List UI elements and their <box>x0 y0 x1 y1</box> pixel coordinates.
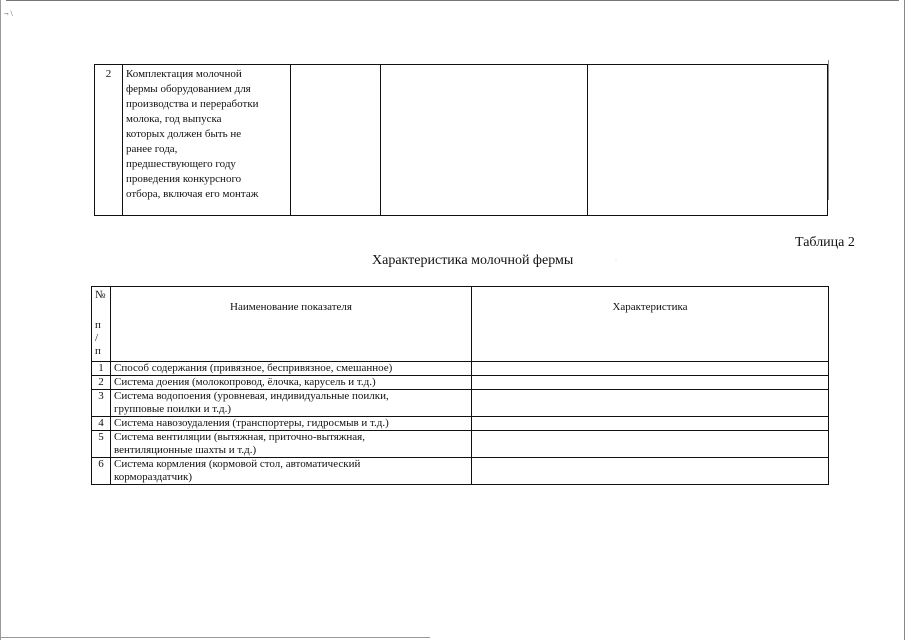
equipment-table-fragment <box>94 64 828 216</box>
empty-cell <box>588 65 828 216</box>
row-name-line: Система навозоудаления (транспортеры, гидросмыв и т.д.) <box>114 417 389 429</box>
table-header-row <box>92 287 829 362</box>
row-name-line: проведения конкурсного <box>126 173 242 185</box>
row-value <box>472 458 829 485</box>
row-name-line: отбора, включая его монтаж <box>126 188 259 200</box>
row-number: 5 <box>92 431 111 458</box>
row-name-line: Система вентиляции (вытяжная, приточно-вытяжная, <box>114 431 365 443</box>
table-row <box>92 362 829 376</box>
row-value <box>472 431 829 458</box>
row-name <box>111 458 472 485</box>
empty-cell <box>291 65 381 216</box>
page-edge-left <box>0 0 1 640</box>
row-number: 2 <box>95 65 123 216</box>
row-name-line: молока, год выпуска <box>126 113 222 125</box>
row-name-line: Система кормления (кормовой стол, автоматический <box>114 458 361 470</box>
row-number: 4 <box>92 417 111 431</box>
header-characteristic: Характеристика <box>472 287 829 362</box>
row-name-line: кормораздатчик) <box>114 471 193 483</box>
header-number <box>92 287 111 362</box>
row-value <box>472 390 829 417</box>
row-name-cell <box>123 65 291 216</box>
row-name-line: Способ содержания (привязное, беспривязное, смешанное) <box>114 362 393 374</box>
row-name-line: которых должен быть не <box>126 128 242 140</box>
table-row <box>92 431 829 458</box>
page-edge-top <box>6 0 899 1</box>
row-number: 3 <box>92 390 111 417</box>
scan-artifact-line <box>828 60 829 200</box>
table-title: Характеристика молочной фермы <box>372 253 574 268</box>
table-row <box>92 390 829 417</box>
row-name <box>111 362 472 376</box>
table-row <box>95 65 828 216</box>
row-name-line: вентиляционные шахты и т.д.) <box>114 444 257 456</box>
header-number-sub: п <box>95 345 101 357</box>
row-name-line: фермы оборудованием для <box>126 83 251 95</box>
row-number: 6 <box>92 458 111 485</box>
empty-cell <box>381 65 588 216</box>
row-name-line: Система доения (молокопровод, ёлочка, карусель и т.д.) <box>114 376 376 388</box>
row-value <box>472 417 829 431</box>
page-edge-bottom <box>0 637 430 638</box>
table-caption: Таблица 2 <box>795 235 855 250</box>
header-number-sub: п <box>95 319 101 331</box>
row-number: 1 <box>92 362 111 376</box>
characteristics-table <box>91 286 829 485</box>
row-value <box>472 362 829 376</box>
header-indicator-name: Наименование показателя <box>111 287 472 362</box>
table-row <box>92 417 829 431</box>
row-value <box>472 376 829 390</box>
row-name <box>111 390 472 417</box>
row-name-line: Комплектация молочной <box>126 68 242 80</box>
row-name-line: производства и переработки <box>126 98 259 110</box>
row-name-line: Система водопоения (уровневая, индивидуальные поилки, <box>114 390 389 402</box>
scan-corner-mark: ¬ \ <box>4 9 13 18</box>
row-name <box>111 376 472 390</box>
row-number: 2 <box>92 376 111 390</box>
row-name <box>111 431 472 458</box>
row-name-line: ранее года, <box>126 143 178 155</box>
row-name <box>111 417 472 431</box>
row-name-line: групповые поилки и т.д.) <box>114 403 231 415</box>
header-number-sub: / <box>95 332 99 344</box>
table-row <box>92 458 829 485</box>
scan-dot-mark: · <box>615 258 617 264</box>
header-number-label: № <box>95 289 106 301</box>
row-name-line: предшествующего году <box>126 158 236 170</box>
table-row <box>92 376 829 390</box>
